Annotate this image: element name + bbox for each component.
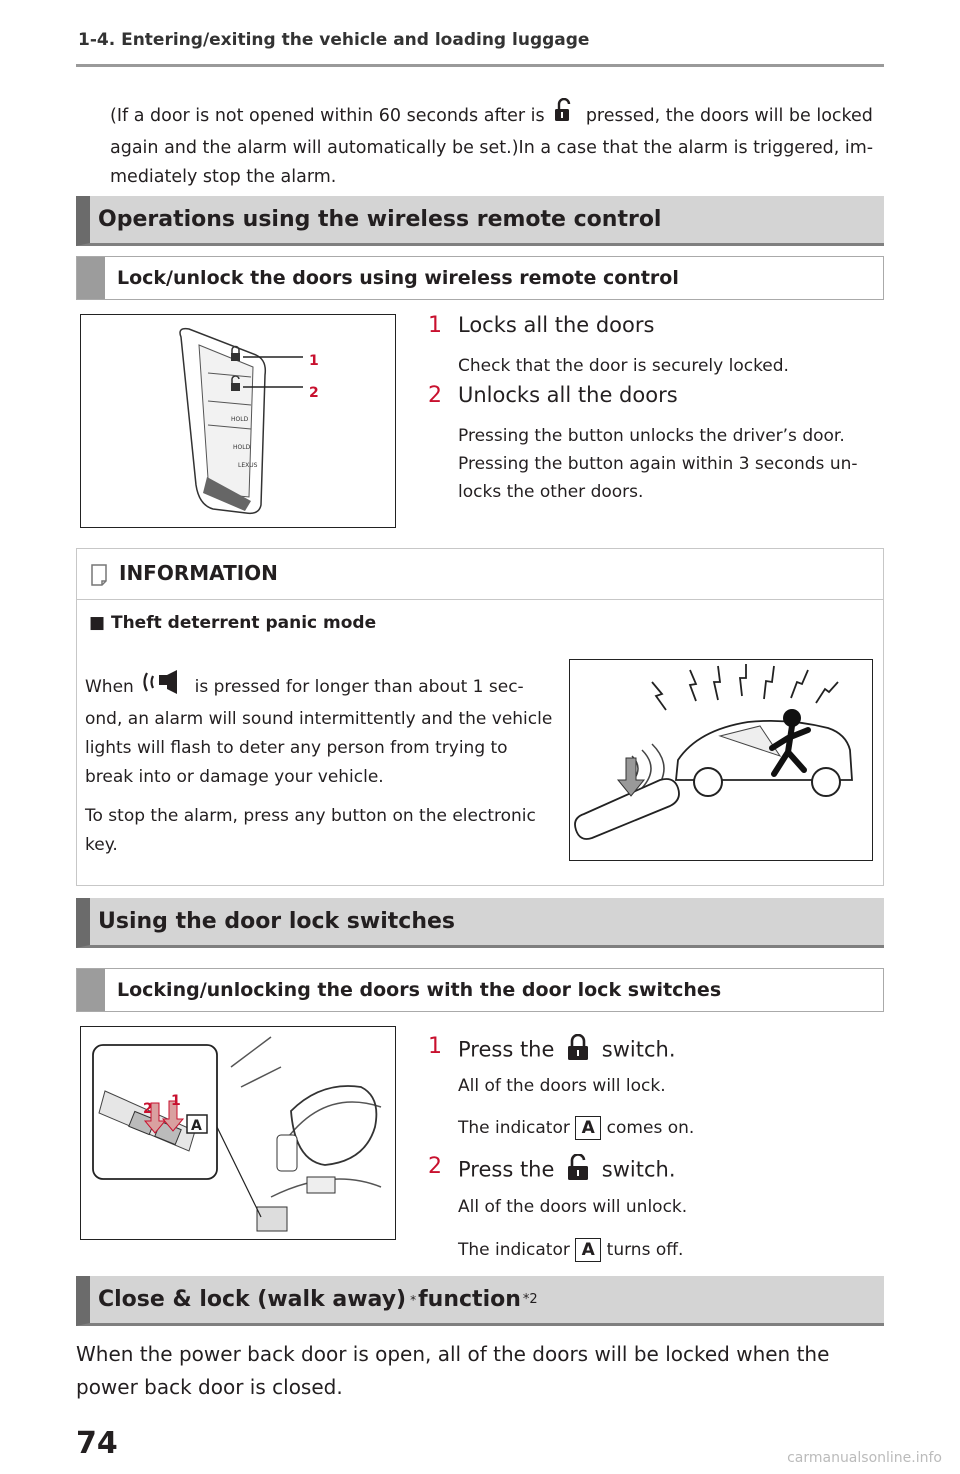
- callout-2: 2: [143, 1101, 153, 1117]
- key-label-hold-2: HOLD: [233, 444, 251, 451]
- intro-paragraph: [110, 98, 890, 192]
- step-number: 1: [428, 313, 442, 338]
- step-title-pre: Press the: [458, 1157, 555, 1182]
- section-heading-close-lock-text: Close & lock (walk away): [98, 1287, 407, 1312]
- information-paragraph: [85, 669, 561, 792]
- step-title: [458, 1154, 676, 1187]
- information-subtitle-text: Theft deterrent panic mode: [110, 613, 377, 633]
- information-box: [76, 548, 884, 886]
- indicator-label-a: A: [575, 1116, 601, 1140]
- step-title: Locks all the doors: [458, 313, 655, 337]
- header-rule: [76, 64, 884, 67]
- section-heading-switches: [76, 898, 884, 948]
- step-number: 2: [428, 383, 442, 408]
- step-note: Pressing the button unlocks the driver’s door. Pressing the button again within 3 seconds un-locks the other doors.: [458, 426, 858, 502]
- page-number: 74: [76, 1426, 118, 1461]
- intro-text-part2: pressed, the doors will be locked again and the alarm will automatically be set.)In a case that the alarm is triggered, im-mediately stop the alarm.: [110, 106, 874, 187]
- remote-key-illustration: [80, 314, 396, 528]
- indicator-label-a: A: [575, 1238, 601, 1262]
- section-heading-wireless-text: Operations using the wireless remote control: [98, 207, 662, 232]
- step-note: All of the doors will unlock.: [458, 1197, 688, 1217]
- footnote-mark: *: [410, 1292, 417, 1307]
- key-label-hold-1: HOLD: [231, 416, 249, 423]
- information-icon: [89, 563, 111, 591]
- indicator-note-post: comes on.: [606, 1118, 695, 1138]
- step-indicator-note: [458, 1114, 694, 1142]
- indicator-note-post: turns off.: [606, 1240, 684, 1260]
- key-label-lexus: LEXUS: [238, 462, 258, 469]
- section-heading-wireless: [76, 196, 884, 246]
- subheading-switches: [76, 968, 884, 1012]
- unlock-icon: [550, 98, 580, 134]
- section-heading-switches-text: Using the door lock switches: [98, 909, 455, 934]
- subheading-wireless: [76, 256, 884, 300]
- running-header: 1-4. Entering/exiting the vehicle and loading luggage: [78, 30, 590, 50]
- step-title: Unlocks all the doors: [458, 383, 678, 407]
- step-indicator-note: [458, 1236, 683, 1264]
- step-title-post: switch.: [601, 1037, 676, 1062]
- indicator-label-a: A: [191, 1118, 202, 1134]
- square-bullet-icon: ■: [89, 613, 106, 633]
- info-para1-end: is pressed for longer than about 1 sec-ond, an alarm will sound intermittently and the vehicle lights will flash to deter any person from trying to break into or damage your vehicle.: [85, 677, 553, 787]
- step-title-post: switch.: [601, 1157, 676, 1182]
- step-note: Check that the door is securely locked.: [458, 356, 789, 376]
- step-note: All of the doors will lock.: [458, 1076, 666, 1096]
- footnote-mark: *2: [522, 1292, 538, 1307]
- panic-mode-illustration: [569, 659, 873, 861]
- step-title-pre: Press the: [458, 1037, 555, 1062]
- step-number: 2: [428, 1154, 442, 1179]
- section-heading-close-lock-tail: function: [418, 1287, 521, 1312]
- watermark: carmanualsonline.info: [787, 1450, 942, 1466]
- section-heading-close-lock: [76, 1276, 884, 1326]
- subheading-bar: [77, 257, 105, 299]
- information-text: [85, 669, 561, 870]
- information-title: INFORMATION: [119, 561, 278, 585]
- step-number: 1: [428, 1034, 442, 1059]
- callout-1: 1: [171, 1093, 181, 1109]
- subheading-bar: [77, 969, 105, 1011]
- intro-text-part1: (If a door is not opened within 60 seconds after is: [110, 106, 545, 126]
- indicator-note-pre: The indicator: [458, 1240, 570, 1260]
- info-para1-start: When: [85, 677, 134, 697]
- subheading-wireless-text: Lock/unlock the doors using wireless remote control: [117, 267, 679, 289]
- panic-alarm-icon: [139, 669, 189, 705]
- closing-paragraph: When the power back door is open, all of the doors will be locked when the power back door is closed.: [76, 1342, 830, 1399]
- door-lock-switch-illustration: [80, 1026, 396, 1240]
- indicator-note-pre: The indicator: [458, 1118, 570, 1138]
- lock-icon: [561, 1034, 595, 1067]
- step-title: [458, 1034, 676, 1067]
- callout-2: 2: [309, 385, 319, 401]
- information-header: [77, 549, 883, 600]
- callout-1: 1: [309, 353, 319, 369]
- information-subtitle: [89, 613, 376, 633]
- subheading-switches-text: Locking/unlocking the doors with the door lock switches: [117, 979, 722, 1001]
- information-paragraph: To stop the alarm, press any button on the electronic key.: [85, 806, 536, 855]
- unlock-icon: [561, 1154, 595, 1187]
